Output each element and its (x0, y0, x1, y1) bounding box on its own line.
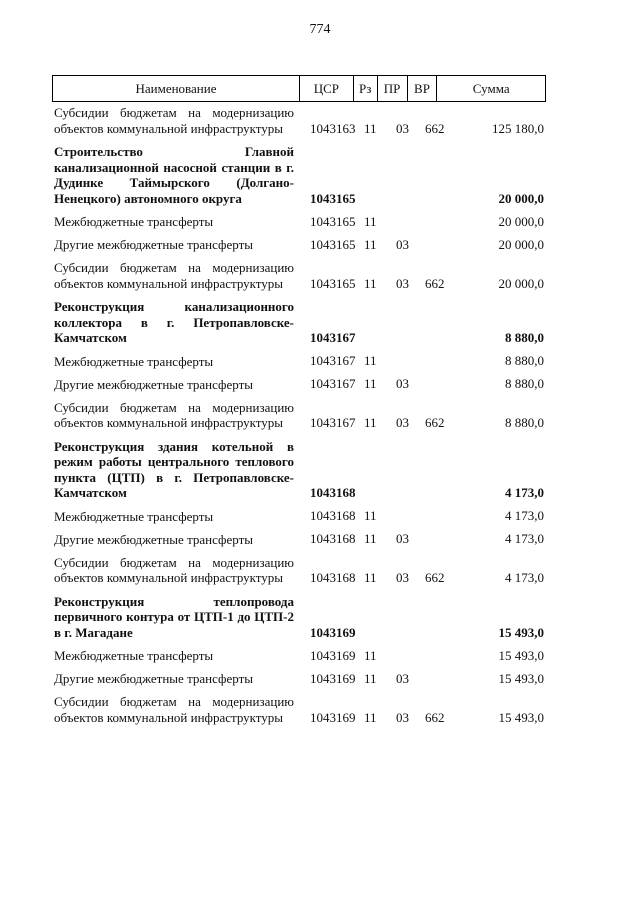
table-row (52, 392, 546, 431)
row-name: Реконструкция здания котельной в режим работы центрального теплового пункта (ЦТП) в г. Петропавловске-Камчатском (54, 438, 294, 500)
row-name: Субсидии бюджетам на модернизацию объектов коммунальной инфраструктуры (54, 554, 294, 585)
table-row (52, 524, 546, 547)
row-csr: 1043168 (310, 531, 356, 546)
row-rz: 11 (364, 275, 377, 291)
header-rz: Рз (354, 76, 378, 101)
row-pr: 03 (396, 120, 409, 136)
row-csr: 1043168 (310, 485, 356, 500)
row-rz: 11 (364, 570, 377, 585)
row-rz: 11 (364, 531, 377, 546)
row-csr: 1043168 (310, 570, 356, 585)
row-name: Субсидии бюджетам на модернизацию объектов коммунальной инфраструктуры (54, 399, 294, 430)
row-csr: 1043165 (310, 213, 356, 229)
row-sum: 15 493,0 (498, 647, 544, 663)
row-rz: 11 (364, 508, 377, 523)
row-csr: 1043165 (310, 190, 356, 206)
table-row (52, 229, 546, 252)
row-pr: 03 (396, 415, 409, 430)
row-name: Другие межбюджетные трансферты (54, 376, 253, 392)
row-sum: 8 880,0 (505, 415, 544, 430)
table-row (52, 206, 546, 229)
row-sum: 125 180,0 (492, 120, 544, 136)
page-number: 774 (309, 22, 331, 37)
table-row (52, 586, 546, 641)
row-name: Субсидии бюджетам на модернизацию объектов коммунальной инфраструктуры (54, 260, 294, 291)
row-csr: 1043167 (310, 330, 356, 345)
row-csr: 1043169 (310, 709, 356, 725)
row-sum: 20 000,0 (498, 190, 544, 206)
row-sum: 4 173,0 (505, 485, 544, 500)
row-sum: 4 173,0 (505, 570, 544, 585)
row-name: Другие межбюджетные трансферты (54, 237, 253, 252)
row-vr: 662 (425, 120, 445, 136)
row-pr: 03 (396, 670, 409, 686)
row-sum: 15 493,0 (498, 709, 544, 725)
row-sum: 20 000,0 (498, 213, 544, 229)
table-row (52, 640, 546, 663)
table-header (52, 75, 546, 102)
row-pr: 03 (396, 275, 409, 291)
header-vr: ВР (408, 76, 438, 101)
row-name: Межбюджетные трансферты (54, 508, 214, 524)
table-row (52, 103, 546, 136)
row-pr: 03 (396, 531, 409, 546)
row-rz: 11 (364, 647, 377, 663)
row-sum: 8 880,0 (505, 376, 544, 391)
row-sum: 15 493,0 (498, 670, 544, 686)
row-csr: 1043163 (310, 120, 356, 136)
table-row (52, 369, 546, 392)
row-csr: 1043165 (310, 275, 356, 291)
row-csr: 1043167 (310, 415, 356, 430)
row-csr: 1043169 (310, 647, 356, 663)
row-rz: 11 (364, 376, 377, 391)
row-vr: 662 (425, 275, 445, 291)
table-row (52, 252, 546, 291)
row-csr: 1043167 (310, 353, 356, 368)
row-vr: 662 (425, 570, 445, 585)
row-csr: 1043165 (310, 236, 356, 252)
row-pr: 03 (396, 570, 409, 585)
row-name: Реконструкция теплопровода первичного контура от ЦТП-1 до ЦТП-2 в г. Магадане (54, 593, 294, 640)
table-body (52, 103, 546, 725)
row-name: Другие межбюджетные трансферты (54, 671, 253, 686)
row-csr: 1043168 (310, 508, 356, 523)
row-csr: 1043167 (310, 376, 356, 391)
row-rz: 11 (364, 213, 377, 229)
row-rz: 11 (364, 353, 377, 368)
table-row (52, 346, 546, 369)
table-row (52, 686, 546, 725)
row-name: Межбюджетные трансферты (54, 648, 214, 663)
row-sum: 20 000,0 (498, 236, 544, 252)
row-name: Субсидии бюджетам на модернизацию объектов коммунальной инфраструктуры (54, 694, 294, 725)
row-pr: 03 (396, 236, 409, 252)
row-name: Строительство Главной канализационной насосной станции в г. Дудинке Таймырского (Долгано-Ненецкого) автономного округа (54, 144, 294, 206)
row-rz: 11 (364, 120, 377, 136)
header-pr: ПР (378, 76, 408, 101)
row-rz: 11 (364, 236, 377, 252)
row-csr: 1043169 (310, 624, 356, 640)
table-row (52, 431, 546, 501)
row-vr: 662 (425, 415, 445, 430)
row-sum: 4 173,0 (505, 508, 544, 523)
row-name: Реконструкция канализационного коллектора в г. Петропавловске-Камчатском (54, 299, 294, 345)
row-sum: 8 880,0 (505, 330, 544, 345)
row-name: Межбюджетные трансферты (54, 214, 214, 229)
row-name: Другие межбюджетные трансферты (54, 531, 253, 547)
table-row (52, 291, 546, 346)
table-row (52, 547, 546, 586)
row-rz: 11 (364, 670, 377, 686)
header-name: Наименование (53, 76, 300, 101)
row-sum: 20 000,0 (498, 275, 544, 291)
row-sum: 15 493,0 (498, 624, 544, 640)
header-sum: Сумма (472, 80, 510, 96)
header-csr: ЦСР (300, 76, 354, 101)
row-csr: 1043169 (310, 670, 356, 686)
table-row (52, 136, 546, 206)
row-sum: 4 173,0 (505, 531, 544, 546)
row-vr: 662 (425, 709, 445, 725)
row-name: Субсидии бюджетам на модернизацию объектов коммунальной инфраструктуры (54, 105, 294, 136)
row-rz: 11 (364, 709, 377, 725)
table-row (52, 663, 546, 686)
row-sum: 8 880,0 (505, 353, 544, 368)
row-pr: 03 (396, 709, 409, 725)
table-row (52, 501, 546, 524)
row-name: Межбюджетные трансферты (54, 353, 214, 369)
row-rz: 11 (364, 415, 377, 430)
row-pr: 03 (396, 376, 409, 391)
